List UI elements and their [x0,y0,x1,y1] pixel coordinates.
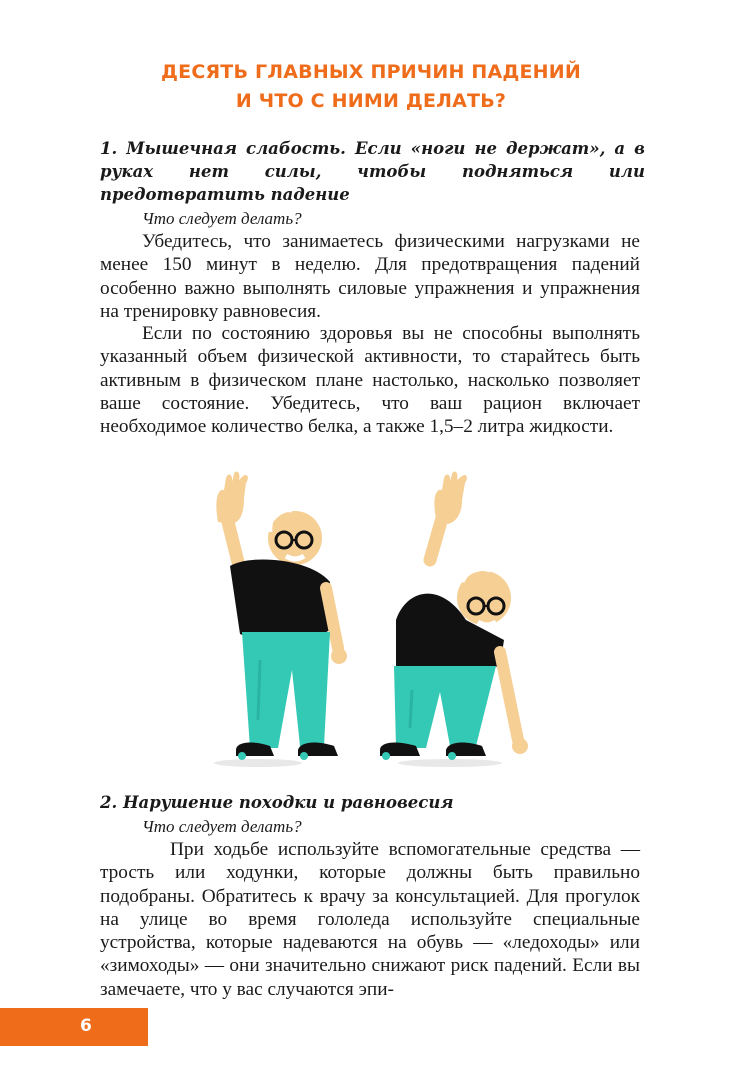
section-1-paragraph-1: Убедитесь, что занимаетесь физическими нагрузками не менее 150 минут в неделю. Для предотвращения падений особенно важно выполнять силовые упражнения и упражнения на тренировку равновесия. [100,231,640,322]
exercise-illustration [200,470,540,770]
elderly-man-stretching-figure-1 [214,472,347,767]
page-title [0,58,742,116]
section-2-paragraph-1: При ходьбе используйте вспомогательные средства — трость или ходунки, которые должны быть правильно подобраны. Обратитесь к врачу за консультацией. Для прогулок на улице во время гололеда используйте специальные устройства, которые надеваются на обувь — «ледоходы» или «зимоходы» — они значительно снижают риск падений. Если вы замечаете, что у вас случаются эпи- [100,839,640,1000]
page-number: 6 [80,1016,92,1036]
section-1-paragraph-2: Если по состоянию здоровья вы не способны выполнять указанный объем физической активности, то старайтесь быть активным в физическом плане настолько, насколько позволяет ваше состояние. Убедитесь, что ваш рацион включает необходимое количество белка, а также 1,5–2 литра жидкости. [100,323,640,438]
section-1-question: Что следует делать? [142,209,302,228]
section-2-question: Что следует делать? [142,817,302,836]
elderly-man-stretching-figure-2 [380,472,528,767]
page-number-bar [0,1008,148,1046]
title-line-1: ДЕСЯТЬ ГЛАВНЫХ ПРИЧИН ПАДЕНИЙ [161,61,581,83]
section-1-heading: 1. Мышечная слабость. Если «ноги не держат», а в руках нет силы, чтобы подняться или предотвратить падение [100,139,645,204]
section-2-heading: 2. Нарушение походки и равновесия [100,793,454,812]
title-line-2: И ЧТО С НИМИ ДЕЛАТЬ? [235,90,507,112]
